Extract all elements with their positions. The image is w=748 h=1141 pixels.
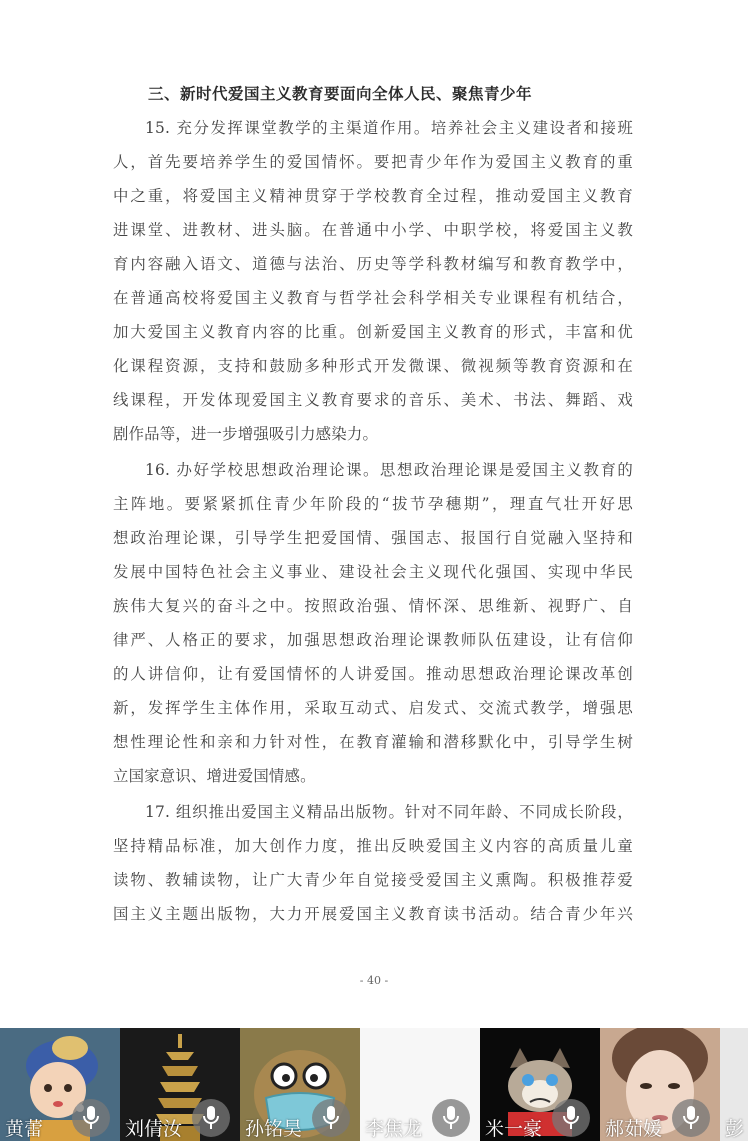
text-line: 育内容融入语文、道德与法治、历史等学科教材编写和教育教学中， [113, 255, 633, 273]
text-line: 在普通高校将爱国主义教育与哲学社会科学相关专业课程有机结合， [113, 289, 633, 307]
text-line: 16. 办好学校思想政治理论课。思想政治理论课是爱国主义教育的 [145, 461, 633, 479]
text-line: 15. 充分发挥课堂教学的主渠道作用。培养社会主义建设者和接班 [145, 119, 633, 137]
participant-tile[interactable] [720, 1028, 748, 1141]
text-line: 进课堂、进教材、进头脑。在普通中小学、中职学校，将爱国主义教 [113, 221, 633, 239]
microphone-icon[interactable] [72, 1099, 110, 1137]
text-line: 族伟大复兴的奋斗之中。按照政治强、情怀深、思维新、视野广、自 [113, 597, 633, 615]
participant-tile[interactable] [0, 1028, 120, 1141]
text-line: 坚持精品标准，加大创作力度，推出反映爱国主义内容的高质量儿童 [113, 837, 633, 855]
participant-name: 刘倩汝 [125, 1119, 183, 1140]
microphone-icon[interactable] [192, 1099, 230, 1137]
text-line: 立国家意识、增进爱国情感。 [113, 767, 316, 785]
page-number: - 40 - [359, 974, 389, 987]
microphone-icon[interactable] [672, 1099, 710, 1137]
participant-tile[interactable] [120, 1028, 240, 1141]
text-line: 新，发挥学生主体作用，采取互动式、启发式、交流式教学，增强思 [113, 699, 633, 717]
microphone-icon[interactable] [552, 1099, 590, 1137]
participant-name: 黄蕾 [5, 1119, 44, 1140]
participant-name: 彭 [725, 1119, 745, 1140]
microphone-icon[interactable] [432, 1099, 470, 1137]
text-line: 剧作品等，进一步增强吸引力感染力。 [113, 425, 379, 443]
section-heading: 三、新时代爱国主义教育要面向全体人民、聚焦青少年 [148, 84, 533, 103]
participant-name: 李焦龙 [365, 1119, 423, 1140]
text-line: 的人讲信仰，让有爱国情怀的人讲爱国。推动思想政治理论课改革创 [113, 665, 633, 683]
participant-tile[interactable] [360, 1028, 480, 1141]
participant-tile[interactable] [480, 1028, 600, 1141]
text-line: 17. 组织推出爱国主义精品出版物。针对不同年龄、不同成长阶段， [145, 803, 633, 821]
participant-strip [0, 1028, 748, 1141]
text-line: 人，首先要培养学生的爱国情怀。要把青少年作为爱国主义教育的重 [113, 153, 633, 171]
participant-name: 郝茹媛 [605, 1119, 663, 1140]
text-line: 想政治理论课，引导学生把爱国情、强国志、报国行自觉融入坚持和 [113, 529, 633, 547]
text-line: 律严、人格正的要求，加强思想政治理论课教师队伍建设，让有信仰 [113, 631, 633, 649]
text-line: 发展中国特色社会主义事业、建设社会主义现代化强国、实现中华民 [113, 563, 633, 581]
participant-tile[interactable] [600, 1028, 720, 1141]
participant-name: 米一豪 [485, 1119, 543, 1140]
participant-tile[interactable] [240, 1028, 360, 1141]
text-line: 主阵地。要紧紧抓住青少年阶段的“拔节孕穗期”，理直气壮开好思 [113, 495, 633, 513]
microphone-icon[interactable] [312, 1099, 350, 1137]
participant-name: 孙铭昊 [245, 1119, 303, 1140]
text-line: 线课程，开发体现爱国主义教育要求的音乐、美术、书法、舞蹈、戏 [113, 391, 633, 409]
text-line: 国主义主题出版物，大力开展爱国主义教育读书活动。结合青少年兴 [113, 905, 633, 923]
text-line: 加大爱国主义教育内容的比重。创新爱国主义教育的形式，丰富和优 [113, 323, 633, 341]
text-line: 想性理论性和亲和力针对性，在教育灌输和潜移默化中，引导学生树 [113, 733, 633, 751]
text-line: 读物、教辅读物，让广大青少年自觉接受爱国主义熏陶。积极推荐爱 [113, 871, 633, 889]
text-line: 化课程资源，支持和鼓励多种形式开发微课、微视频等教育资源和在 [113, 357, 633, 375]
text-line: 中之重，将爱国主义精神贯穿于学校教育全过程，推动爱国主义教育 [113, 187, 633, 205]
